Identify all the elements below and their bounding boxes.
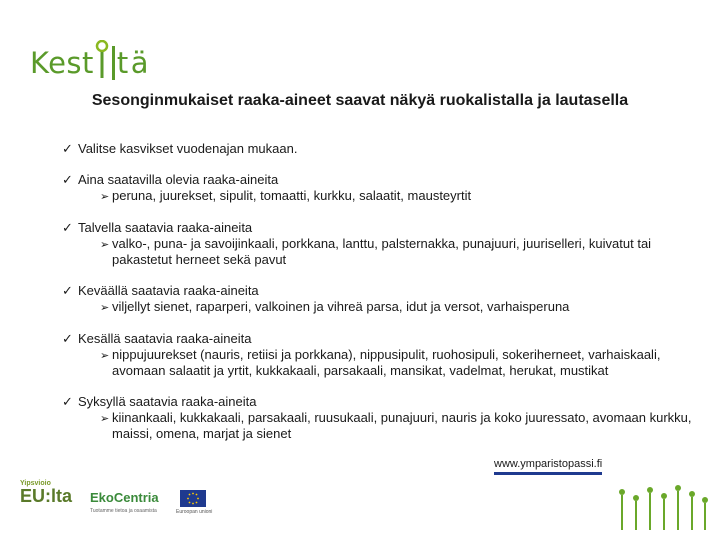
- arrow-icon: ➢: [100, 302, 110, 314]
- eu-flag-caption: Euroopan unioni: [176, 509, 213, 515]
- item-text: Keväällä saatavia raaka-aineita: [78, 283, 259, 298]
- list-item: [62, 331, 702, 379]
- list-item: [62, 141, 702, 157]
- check-icon: ✓: [62, 331, 73, 346]
- item-text: Valitse kasvikset vuodenajan mukaan.: [78, 141, 298, 156]
- check-icon: ✓: [62, 220, 73, 235]
- arrow-icon: ➢: [100, 191, 110, 203]
- item-subtext: nippujuurekset (nauris, retiisi ja porkkana), nippusipulit, ruohosipuli, sokeriherneet, varhaiskaali, avomaan salaatit ja yrtit, kukkakaali, parsakaali, mansikat, vadelmat, herukat, mustikat: [112, 347, 661, 378]
- ymparistopassi-link[interactable]: www.ymparistopassi.fi: [494, 458, 602, 475]
- arrow-icon: ➢: [100, 239, 110, 251]
- check-icon: ✓: [62, 283, 73, 298]
- eu-flag-icon: [180, 490, 206, 507]
- eu-lta-logo: Yipsvioio EU:lta: [20, 480, 73, 506]
- item-text: Syksyllä saatavia raaka-aineita: [78, 394, 257, 409]
- check-icon: ✓: [62, 141, 73, 156]
- item-subtext: viljellyt sienet, raparperi, valkoinen ja vihreä parsa, idut ja versot, varhaisperuna: [112, 299, 570, 314]
- item-subtext: valko-, puna- ja savoijinkaali, porkkana, lanttu, palsternakka, punajuuri, juuriselleri, kuivatut tai pakastetut herneet sekä pavut: [112, 236, 652, 267]
- list-item: [62, 394, 702, 442]
- arrow-icon: ➢: [100, 350, 110, 362]
- checklist: [62, 141, 702, 457]
- logo-text-left: Kest: [30, 46, 94, 80]
- check-icon: ✓: [62, 394, 73, 409]
- list-item: [62, 283, 702, 316]
- ekocentria-logo: EkoCentria: [90, 490, 159, 505]
- item-subtext: kiinankaali, kukkakaali, parsakaali, ruusukaali, punajuuri, nauris ja koko juuressato, avomaan kurkku, maissi, omena, marjat ja sienet: [112, 410, 692, 441]
- item-text: Talvella saatavia raaka-aineita: [78, 220, 253, 235]
- item-subtext: peruna, juurekset, sipulit, tomaatti, kurkku, salaatit, mausteyrtit: [112, 188, 472, 203]
- list-item: [62, 220, 702, 268]
- list-item: [62, 172, 702, 205]
- check-icon: ✓: [62, 172, 73, 187]
- item-text: Kesällä saatavia raaka-aineita: [78, 331, 252, 346]
- page-title: Sesonginmukaiset raaka-aineet saavat näkyä ruokalistalla ja lautasella: [91, 92, 629, 109]
- logo-text-right: tä: [112, 49, 149, 78]
- decorative-forks-icon: [612, 482, 712, 532]
- ekocentria-tagline: Tuotamme tietoa ja osaamista: [90, 508, 157, 514]
- item-text: Aina saatavilla olevia raaka-aineita: [78, 172, 279, 187]
- fork-icon: [95, 40, 109, 80]
- footer-logos: [20, 480, 320, 520]
- arrow-icon: ➢: [100, 413, 110, 425]
- kestava-logo: [30, 22, 149, 78]
